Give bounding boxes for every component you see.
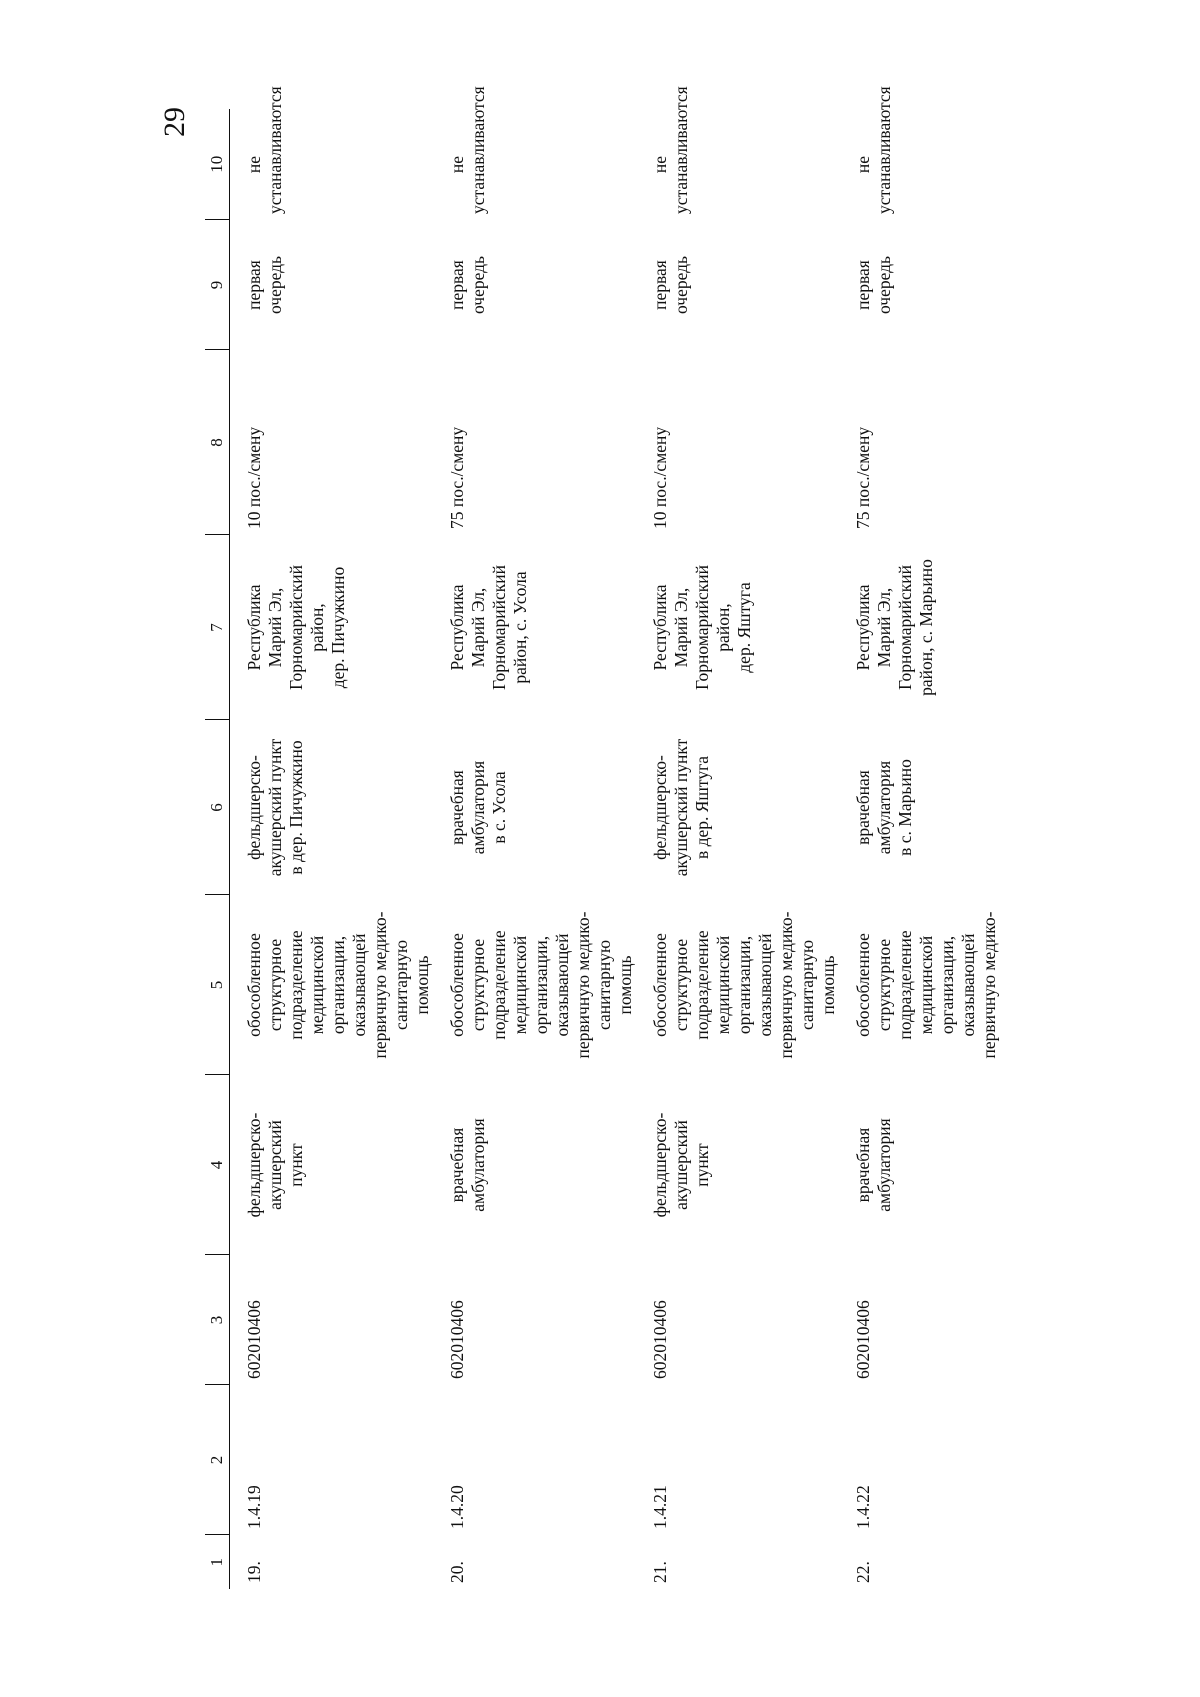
oktmo-code: 602010406 — [244, 1300, 264, 1379]
table-row — [839, 109, 1023, 1589]
object-capacity: 10 пос./смену — [244, 426, 264, 529]
object-code: 1.4.21 — [650, 1485, 670, 1529]
column-header-8: 8 — [205, 350, 230, 535]
object-stage: первая очередь — [244, 255, 285, 315]
object-zone: не устанавливаются — [447, 86, 488, 214]
page-number: 29 — [158, 107, 191, 137]
object-stage: первая очередь — [447, 255, 488, 315]
column-header-1: 1 — [205, 1535, 230, 1589]
object-zone: не устанавливаются — [650, 86, 691, 214]
object-stage: первая очередь — [853, 255, 894, 315]
object-zone: не устанавливаются — [853, 86, 894, 214]
table-row — [433, 109, 636, 1589]
object-name: фельдшерско- акушерский пункт в дер. Яштуга — [650, 738, 712, 877]
object-kind: обособленное структурное подразделение медицинской организации, оказывающей первичную медико- санитарную помощь — [244, 911, 432, 1059]
object-name: фельдшерско- акушерский пункт в дер. Пичужкино — [244, 738, 306, 877]
object-type: фельдшерско- акушерский пункт — [244, 1112, 306, 1218]
object-capacity: 10 пос./смену — [650, 426, 670, 529]
object-code: 1.4.22 — [853, 1485, 873, 1529]
object-capacity: 75 пос./смену — [853, 426, 873, 529]
oktmo-code: 602010406 — [650, 1300, 670, 1379]
column-header-9: 9 — [205, 220, 230, 350]
column-header-7: 7 — [205, 535, 230, 720]
column-header-3: 3 — [205, 1255, 230, 1385]
facilities-table — [205, 86, 1023, 1589]
object-zone: не устанавливаются — [244, 86, 285, 214]
object-name: врачебная амбулатория в с. Марьино — [853, 759, 915, 856]
object-type: врачебная амбулатория — [447, 1118, 488, 1212]
object-name: врачебная амбулатория в с. Усола — [447, 760, 509, 855]
column-header-2: 2 — [205, 1385, 230, 1535]
table-header-row — [205, 109, 230, 1589]
object-type: врачебная амбулатория — [853, 1118, 894, 1212]
object-type: фельдшерско- акушерский пункт — [650, 1112, 712, 1218]
oktmo-code: 602010406 — [853, 1300, 873, 1379]
object-location: Республика Марий Эл, Горномарийский район, дер. Пичужкино — [244, 564, 348, 691]
object-code: 1.4.20 — [447, 1485, 467, 1529]
object-stage: первая очередь — [650, 255, 691, 315]
object-code: 1.4.19 — [244, 1485, 264, 1529]
row-number: 20. — [447, 1561, 467, 1583]
object-location: Республика Марий Эл, Горномарийский район, дер. Яштуга — [650, 564, 754, 691]
object-location: Республика Марий Эл, Горномарийский район, с. Усола — [447, 564, 530, 691]
object-kind: обособленное структурное подразделение медицинской организации, оказывающей первичную медико- санитарную помощь — [447, 911, 635, 1059]
oktmo-code: 602010406 — [447, 1300, 467, 1379]
object-kind: обособленное структурное подразделение медицинской организации, оказывающей первичную медико- — [853, 911, 999, 1059]
object-capacity: 75 пос./смену — [447, 426, 467, 529]
row-number: 19. — [244, 1561, 264, 1583]
column-header-6: 6 — [205, 720, 230, 895]
column-header-4: 4 — [205, 1075, 230, 1255]
table-row — [636, 109, 839, 1589]
object-location: Республика Марий Эл, Горномарийский район, с. Марьино — [853, 559, 936, 696]
column-header-10: 10 — [205, 109, 230, 220]
rotated-table-container — [205, 86, 999, 1589]
object-kind: обособленное структурное подразделение медицинской организации, оказывающей первичную медико- санитарную помощь — [650, 911, 838, 1059]
row-number: 22. — [853, 1561, 873, 1583]
table-row — [230, 109, 434, 1589]
column-header-5: 5 — [205, 895, 230, 1075]
row-number: 21. — [650, 1561, 670, 1583]
